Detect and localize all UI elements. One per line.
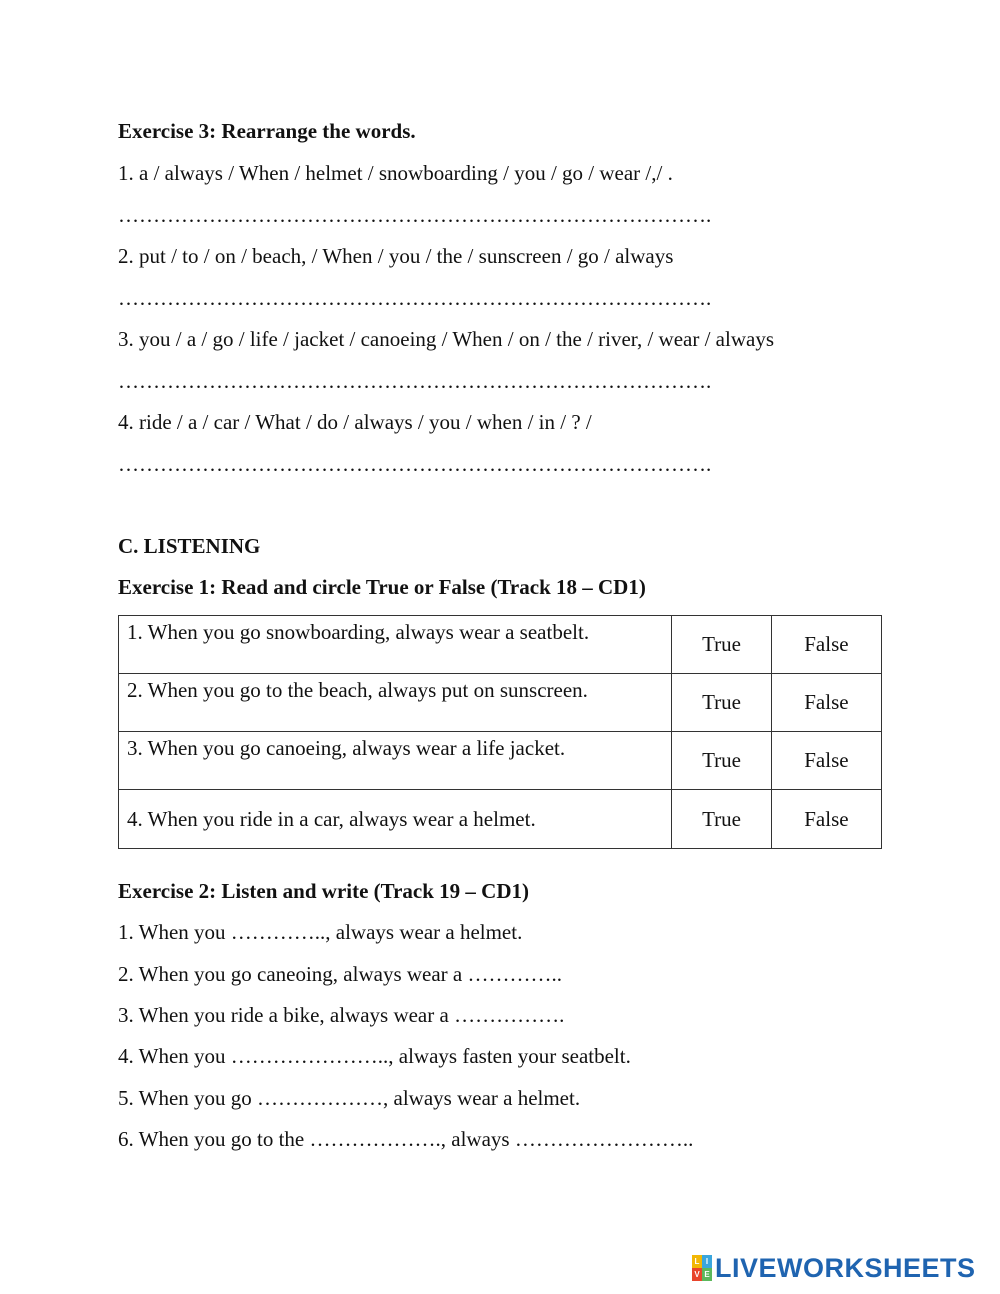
ex2-item-6[interactable]: 6. When you go to the ………………., always …………………….. — [118, 1127, 694, 1151]
ex3-answer-line-1[interactable]: …………………………………………………………………………. — [118, 203, 712, 227]
ex2-item-4[interactable]: 4. When you ………………….., always fasten your seatbelt. — [118, 1044, 631, 1068]
tf-false-option-1[interactable]: False — [771, 616, 881, 674]
table-row — [119, 790, 882, 849]
tf-statement-1: 1. When you go snowboarding, always wear a seatbelt. — [119, 616, 672, 674]
ex3-item-4: 4. ride / a / car / What / do / always / you / when / in / ? / — [118, 410, 592, 434]
tf-true-option-3[interactable]: True — [672, 732, 772, 790]
logo-mark-icon: L I V E — [692, 1255, 712, 1281]
tf-statement-3: 3. When you go canoeing, always wear a life jacket. — [119, 732, 672, 790]
logo-text: LIVEWORKSHEETS — [715, 1252, 976, 1283]
tf-true-option-2[interactable]: True — [672, 674, 772, 732]
ex3-answer-line-4[interactable]: …………………………………………………………………………. — [118, 452, 712, 476]
ex2-item-3[interactable]: 3. When you ride a bike, always wear a ……………. — [118, 1003, 565, 1027]
tf-true-option-1[interactable]: True — [672, 616, 772, 674]
tf-statement-4: 4. When you ride in a car, always wear a helmet. — [119, 790, 672, 849]
tf-false-option-2[interactable]: False — [771, 674, 881, 732]
table-row — [119, 616, 882, 674]
ex3-answer-line-3[interactable]: …………………………………………………………………………. — [118, 369, 712, 393]
ex3-answer-line-2[interactable]: …………………………………………………………………………. — [118, 286, 712, 310]
ex3-item-2: 2. put / to / on / beach, / When / you / the / sunscreen / go / always — [118, 244, 674, 268]
table-row — [119, 674, 882, 732]
ex3-item-1: 1. a / always / When / helmet / snowboarding / you / go / wear /,/ . — [118, 161, 673, 185]
exercise-1-title: Exercise 1: Read and circle True or False (Track 18 – CD1) — [118, 575, 646, 599]
ex2-item-1[interactable]: 1. When you ………….., always wear a helmet. — [118, 920, 523, 944]
exercise-3-title: Exercise 3: Rearrange the words. — [118, 119, 416, 143]
ex3-item-3: 3. you / a / go / life / jacket / canoeing / When / on / the / river, / wear / always — [118, 327, 774, 351]
liveworksheets-logo — [692, 1253, 976, 1283]
tf-true-option-4[interactable]: True — [672, 790, 772, 849]
tf-false-option-3[interactable]: False — [771, 732, 881, 790]
tf-false-option-4[interactable]: False — [771, 790, 881, 849]
table-row — [119, 732, 882, 790]
section-heading-listening: C. LISTENING — [118, 534, 261, 558]
exercise-2-title: Exercise 2: Listen and write (Track 19 – CD1) — [118, 879, 529, 903]
ex2-item-2[interactable]: 2. When you go caneoing, always wear a ………….. — [118, 962, 562, 986]
ex2-item-5[interactable]: 5. When you go ………………, always wear a helmet. — [118, 1086, 581, 1110]
true-false-table — [118, 615, 882, 849]
tf-statement-2: 2. When you go to the beach, always put on sunscreen. — [119, 674, 672, 732]
